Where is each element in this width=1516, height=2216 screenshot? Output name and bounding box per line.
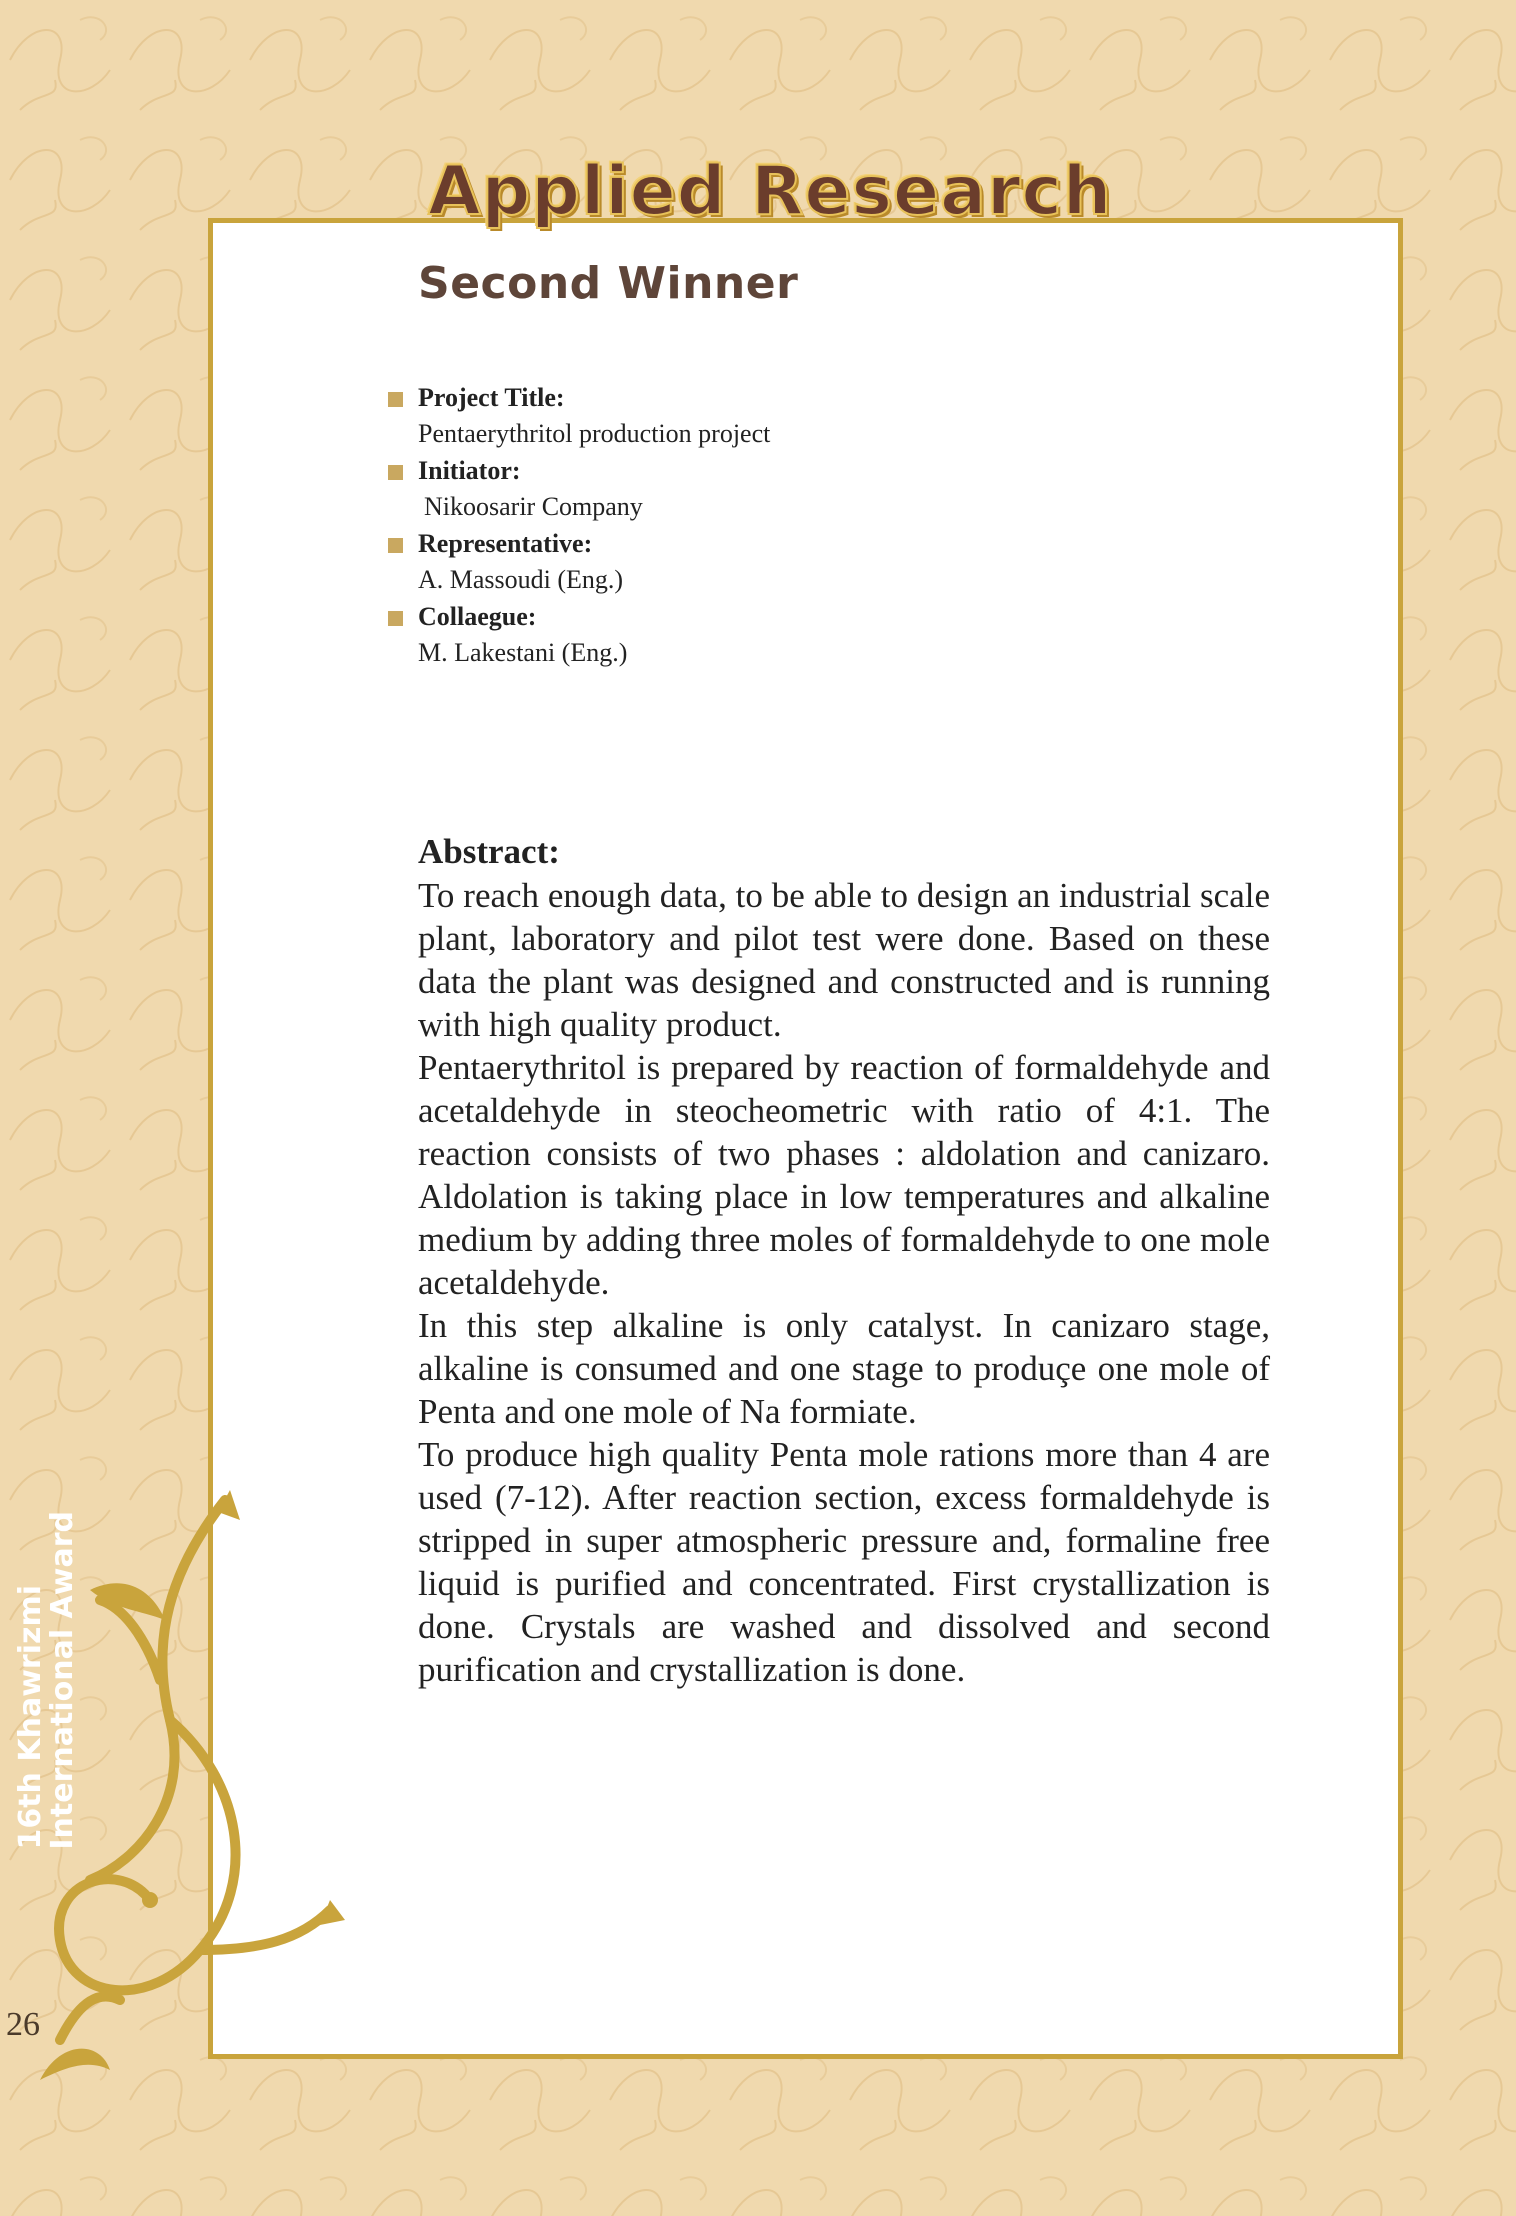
subtitle: Second Winner [418,258,799,309]
project-info-list [388,380,888,672]
abstract-heading: Abstract: [418,832,560,871]
abstract-paragraph: To produce high quality Penta mole rations more than 4 are used (7-12). After reaction section, excess formaldehyde is stripped in super atmospheric pressure and, formaline free liquid is purified and concentrated. First crystallization is done. Crystals are washed and dissolved and second purification and crystallization is done. [418,1435,1270,1689]
side-label-line-1: 16th Khawrizmi [13,1585,48,1850]
abstract-section [418,830,1270,1691]
info-value: Pentaerythritol production project [418,419,771,448]
info-item-representative [388,526,888,598]
vertical-side-label [13,1430,80,1850]
info-label: Initiator: [418,456,521,485]
square-bullet-icon [388,611,403,626]
page-number: 26 [6,2006,40,2043]
info-label: Collaegue: [418,602,537,631]
square-bullet-icon [388,538,403,553]
square-bullet-icon [388,392,403,407]
abstract-paragraph: In this step alkaline is only catalyst. In canizaro stage, alkaline is consumed and one stage to produçe one mole of Penta and one mole of Na formiate. [418,1306,1270,1431]
info-label: Representative: [418,529,593,558]
info-item-collaegue [388,599,888,671]
info-item-project-title [388,380,888,452]
abstract-body [418,874,1270,1691]
info-value: A. Massoudi (Eng.) [418,565,624,594]
info-item-initiator [388,453,888,525]
info-value: Nikoosarir Company [424,492,643,521]
square-bullet-icon [388,465,403,480]
abstract-paragraph: Pentaerythritol is prepared by reaction of formaldehyde and acetaldehyde in steocheometric with ratio of 4:1. The reaction consists of two phases : aldolation and canizaro. Aldolation is taking place in low temperatures and alkaline medium by adding three moles of formaldehyde to one mole acetaldehyde. [418,1048,1270,1302]
abstract-paragraph: To reach enough data, to be able to design an industrial scale plant, laboratory and pilot test were done. Based on these data the plant was designed and constructed and is running with high quality product. [418,876,1270,1044]
info-value: M. Lakestani (Eng.) [418,638,628,667]
section-title: Applied Research [428,152,1113,231]
info-label: Project Title: [418,383,565,412]
side-label-line-2: International Award [45,1511,80,1850]
